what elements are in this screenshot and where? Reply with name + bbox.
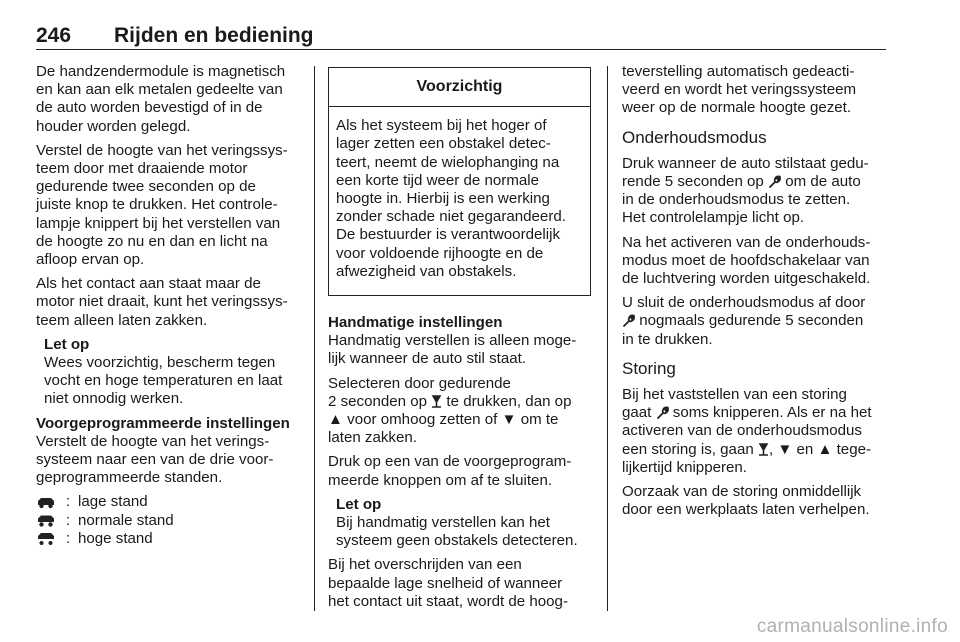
height-legend — [36, 493, 298, 548]
paragraph: De handzendermodule is magnetisch en kan aan elk metalen gedeelte van de auto worden bevestigd of in de houder worden gelegd. — [36, 63, 286, 135]
paragraph: Oorzaak van de storing onmiddellijk door een werkplaats laten verhelpen. — [622, 483, 870, 519]
paragraph: teverstelling automatisch gedeacti- veerd en wordt het veringssysteem weer op de normale hoogte gezet. — [622, 63, 857, 117]
column-divider — [314, 66, 315, 611]
legend-item: : lage stand — [36, 493, 298, 511]
caution-box — [328, 67, 591, 296]
car-low-icon — [36, 497, 66, 509]
page-header — [36, 24, 886, 50]
legend-label: normale stand — [78, 511, 174, 529]
note-box — [336, 496, 591, 551]
paragraph: Selecteren door gedurende 2 seconden op te drukken, dan op ▲ voor omhoog zetten of ▼ om te laten zakken. — [328, 374, 572, 447]
column-divider — [607, 66, 608, 611]
arrow-down-icon: ▼ — [777, 440, 793, 458]
watermark: carmanualsonline.info — [756, 616, 948, 637]
note-body: Wees voorzichtig, bescherm tegen vocht en hoge temperaturen en laat niet onnodig werken. — [44, 354, 283, 408]
paragraph: Handmatig verstellen is alleen moge- lijk wanneer de auto stil staat. — [328, 332, 577, 368]
wrench-icon — [622, 314, 635, 327]
paragraph: Druk op een van de voorgeprogram- meerde knoppen om af te sluiten. — [328, 453, 572, 489]
wrench-icon — [768, 175, 781, 188]
legend-item: : hoge stand — [36, 530, 298, 548]
section-heading: Onderhoudsmodus — [622, 127, 767, 147]
car-normal-icon — [36, 515, 66, 527]
paragraph: Verstel de hoogte van het veringssys- teem door met draaiende motor gedurende twee seconden op de juiste knop te drukken. Het controle- lampje knippert bij het verstellen van de hoogte zo nu en dan en licht na afloop ervan op. — [36, 141, 288, 269]
note-title: Let op — [44, 335, 90, 353]
arrow-up-icon: ▲ — [328, 411, 343, 429]
section-heading: Voorgeprogrammeerde instellingen — [36, 414, 290, 432]
car-high-icon — [36, 533, 66, 545]
wrench-icon — [656, 406, 669, 419]
paragraph: Als het contact aan staat maar de motor niet draait, kunt het veringssys- teem alleen laten zakken. — [36, 275, 288, 329]
paragraph: Bij het vaststellen van een storing gaat soms knipperen. Als er na het activeren van de onderhoudsmodus een storing is, gaan , ▼ en ▲ tege- lijkertijd knipperen. — [622, 386, 872, 476]
caution-body: Als het systeem bij het hoger of lager zetten een obstakel detec- teert, neemt de wielophanging na een korte tijd weer de normale hoogte in. Hierbij is een werking zonder schade niet gegarandeerd. De bestuurder is verantwoordelijk voor voldoende rijhoogte en de afwezigheid van obstakels. — [336, 117, 566, 280]
header-rule — [36, 49, 886, 50]
legend-label: lage stand — [78, 493, 148, 511]
note-title: Let op — [336, 495, 382, 513]
paragraph: Bij het overschrijden van een bepaalde lage snelheid of wanneer het contact uit staat, wordt de hoog- — [328, 556, 568, 610]
column-1 — [36, 63, 298, 548]
section-heading: Storing — [622, 358, 676, 378]
paragraph: Na het activeren van de onderhouds- modus moet de hoofdschakelaar van de luchtvering worden uitgeschakeld. — [622, 233, 871, 288]
paragraph: U sluit de onderhoudsmodus af door nogmaals gedurende 5 seconden in te drukken. — [622, 294, 866, 348]
lower-button-icon — [758, 443, 769, 456]
paragraph: Druk wanneer de auto stilstaat gedu- rende 5 seconden op om de auto in de onderhoudsmodus te zetten. Het controlelampje licht op. — [622, 154, 869, 227]
column-3 — [622, 63, 888, 525]
note-body: Bij handmatig verstellen kan het systeem geen obstakels detecteren. — [336, 514, 578, 550]
legend-item: : normale stand — [36, 512, 298, 530]
column-2 — [328, 63, 591, 617]
page-number: 246 — [36, 24, 72, 47]
chapter-title: Rijden en bediening — [114, 24, 314, 47]
lower-button-icon — [431, 395, 442, 408]
paragraph: Verstelt de hoogte van het verings- systeem naar een van de drie voor- geprogrammeerde standen. — [36, 432, 274, 487]
note-box — [44, 336, 298, 409]
legend-label: hoge stand — [78, 529, 153, 547]
caution-title: Voorzichtig — [329, 68, 590, 107]
arrow-up-icon: ▲ — [817, 440, 833, 458]
section-heading: Handmatige instellingen — [328, 314, 503, 332]
arrow-down-icon: ▼ — [501, 411, 517, 429]
